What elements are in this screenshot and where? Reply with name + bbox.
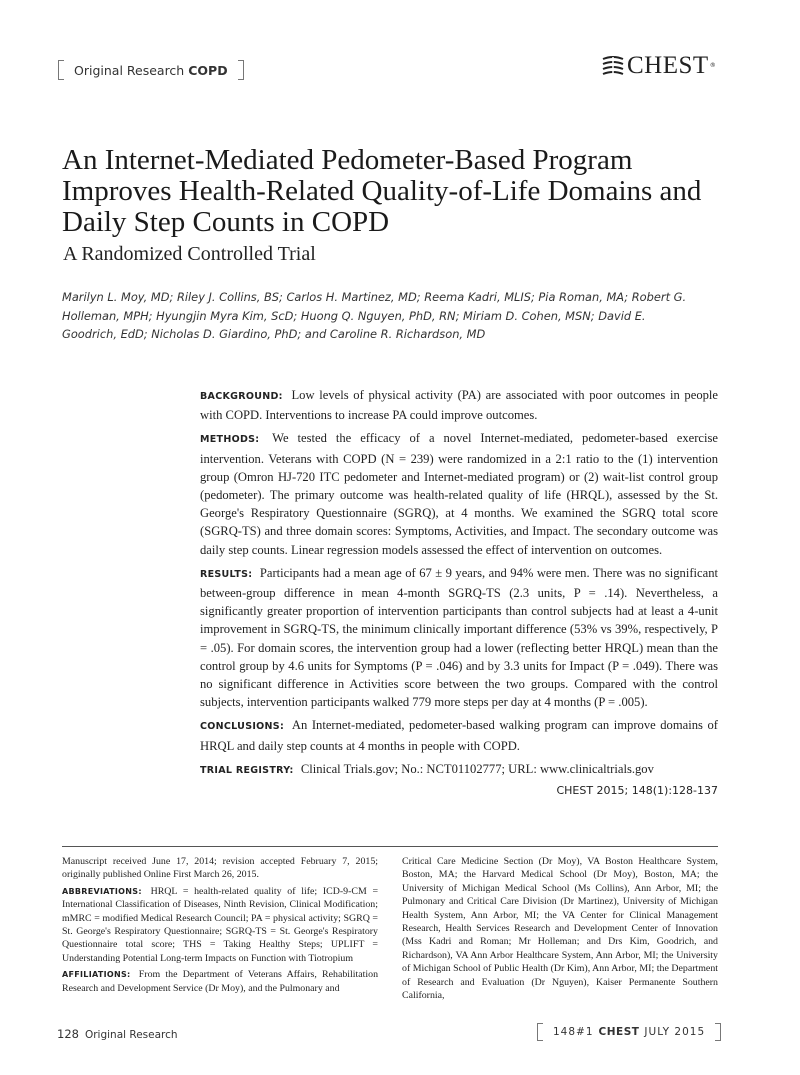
registry-label: TRIAL REGISTRY: [200,764,294,776]
footnotes-left-column [62,855,378,998]
results-text: Participants had a mean age of 67 ± 9 years, and 94% were men. There was no significant between-group difference in mean 4-month SGRQ-TS (2.3 units, P = .14). Nevertheless, a significantly greater proportion of intervention participants than control subjects had at least a 4-unit improvement in SGRQ-TS, the minimum clinically important difference (53% vs 39%, respectively, P = .05). For domain scores, the intervention group had a lower (reflecting better HRQL) mean than the control group by 4.6 units for Symptoms (P = .046) and by 3.3 units for Impact (P = .049). There was no significant difference in Activities score between the two groups. Compared with the control subjects, intervention participants walked 779 more steps per day at 4 months (P = .005). [200,565,718,710]
section-label: Original Research [74,62,185,78]
topic-label: COPD [188,62,228,78]
chest-logo-icon [602,56,624,76]
conclusions-label: CONCLUSIONS: [200,721,285,733]
issue-number: 148#1 [553,1026,594,1038]
logo-text: CHEST [627,52,709,79]
footnotes-right-column [402,855,718,1005]
left-bracket-icon [537,1023,543,1041]
article-subtitle: A Randomized Controlled Trial [63,243,316,265]
abstract-background [200,386,718,424]
affiliations-text: From the Department of Veterans Affairs, Rehabilitation Research and Development Service (Dr Moy), and the Pulmonary and [62,969,379,994]
footer-section: Original Research [84,1029,178,1041]
issue-date: JULY 2015 [644,1026,706,1038]
background-label: BACKGROUND: [200,391,283,402]
author-list: Marilyn L. Moy, MD; Riley J. Collins, BS; Carlos H. Martinez, MD; Reema Kadri, MLIS; Pia Roman, MA; Robert G. Holleman, MPH; Hyungjin Myra Kim, ScD; Huong Q. Nguyen, PhD, RN; Miriam D. Cohen, MSN; David E. Goodrich, EdD; Nicholas D. Giardino, PhD; and Caroline R. Richardson, MD [62,290,687,341]
affiliations-label: AFFILIATIONS: [62,970,131,980]
affiliations [62,968,378,995]
citation: CHEST 2015; 148(1):128-137 [556,784,718,798]
affiliations-continued: Critical Care Medicine Section (Dr Moy), VA Boston Healthcare System, Boston, MA; the Harvard Medical School (Dr Moy), Boston, MA; the University of Michigan Medical School (Ms Collins), Ann Arbor, MI; the Pulmonary and Critical Care Division (Dr Martinez), University of Michigan Health System, Ann Arbor, MI; the VA Center for Clinical Management Research, Health Services Research and Development Center of Innovation (Mss Kadri and Roman; Mr Holleman; and Drs Kim, Goodrich, and Richardson), VA Ann Arbor Healthcare System, Ann Arbor, MI; the University of Michigan School of Public Health (Dr Kim), Ann Arbor, MI; the Department of Research and Evaluation (Dr Nguyen), Kaiser Permanente Southern California, [402,856,718,1002]
abstract-results [200,564,718,712]
right-bracket-icon [238,60,244,80]
methods-text: We tested the efficacy of a novel Internet-mediated, pedometer-based exercise intervention. Veterans with COPD (N = 239) were randomized in a 2:1 ratio to the (1) intervention group (Omron HJ-720 ITC pedometer and Internet-mediated program) or (2) wait-list control group (pedometer). The primary outcome was health-related quality of life (HRQL), assessed by the St. George's Respiratory Questionnaire (SGRQ), at 4 months. We examined the SGRQ total score (SGRQ-TS) and three domain scores: Symptoms, Activities, and Impact. The secondary outcome was daily step counts. Linear regression models assessed the effect of intervention on outcomes. [200,431,719,557]
registry-text: Clinical Trials.gov; No.: NCT01102777; URL: www.clinicaltrials.gov [300,761,654,776]
abstract [200,386,718,800]
right-bracket-icon [715,1023,721,1041]
section-tag [58,58,244,82]
abbreviations-label: ABBREVIATIONS: [62,886,142,896]
conclusions-text: An Internet-mediated, pedometer-based walking program can improve domains of HRQL and daily step counts at 4 months in people with COPD. [200,718,718,753]
manuscript-dates: Manuscript received June 17, 2014; revision accepted February 7, 2015; originally published Online First March 26, 2015. [62,856,378,881]
page-footer-left [57,1027,178,1041]
left-bracket-icon [58,60,64,80]
methods-label: METHODS: [200,434,260,446]
abstract-methods [200,429,718,558]
abstract-conclusions [200,716,718,754]
divider [62,846,718,847]
abstract-registry [200,760,718,780]
abbreviations [62,885,378,965]
page-footer-right [537,1023,721,1041]
trademark: ® [709,62,716,69]
page-number: 128 [57,1027,79,1041]
background-text: Low levels of physical activity (PA) are associated with poor outcomes in people with COPD. Interventions to increase PA could improve outcomes. [200,388,719,423]
results-label: RESULTS: [200,568,253,580]
abbreviations-text: HRQL = health-related quality of life; ICD-9-CM = International Classification of Diseases, Ninth Revision, Clinical Modification; mMRC = modified Medical Research Council; PA = physical activity; SGRQ = St. George's Respiratory Questionnaire; SGRQ-TS = St. George's Respiratory Questionnaire total score; THS = Taking Healthy Steps; UPLIFT = Understanding Potential Long-term Impacts on Function with Tiotropium [62,885,379,964]
chest-logo [602,53,716,78]
article-title: An Internet-Mediated Pedometer-Based Program Improves Health-Related Quality-of-Life Domains and Daily Step Counts in COPD [62,144,702,238]
journal-name: CHEST [598,1026,640,1038]
